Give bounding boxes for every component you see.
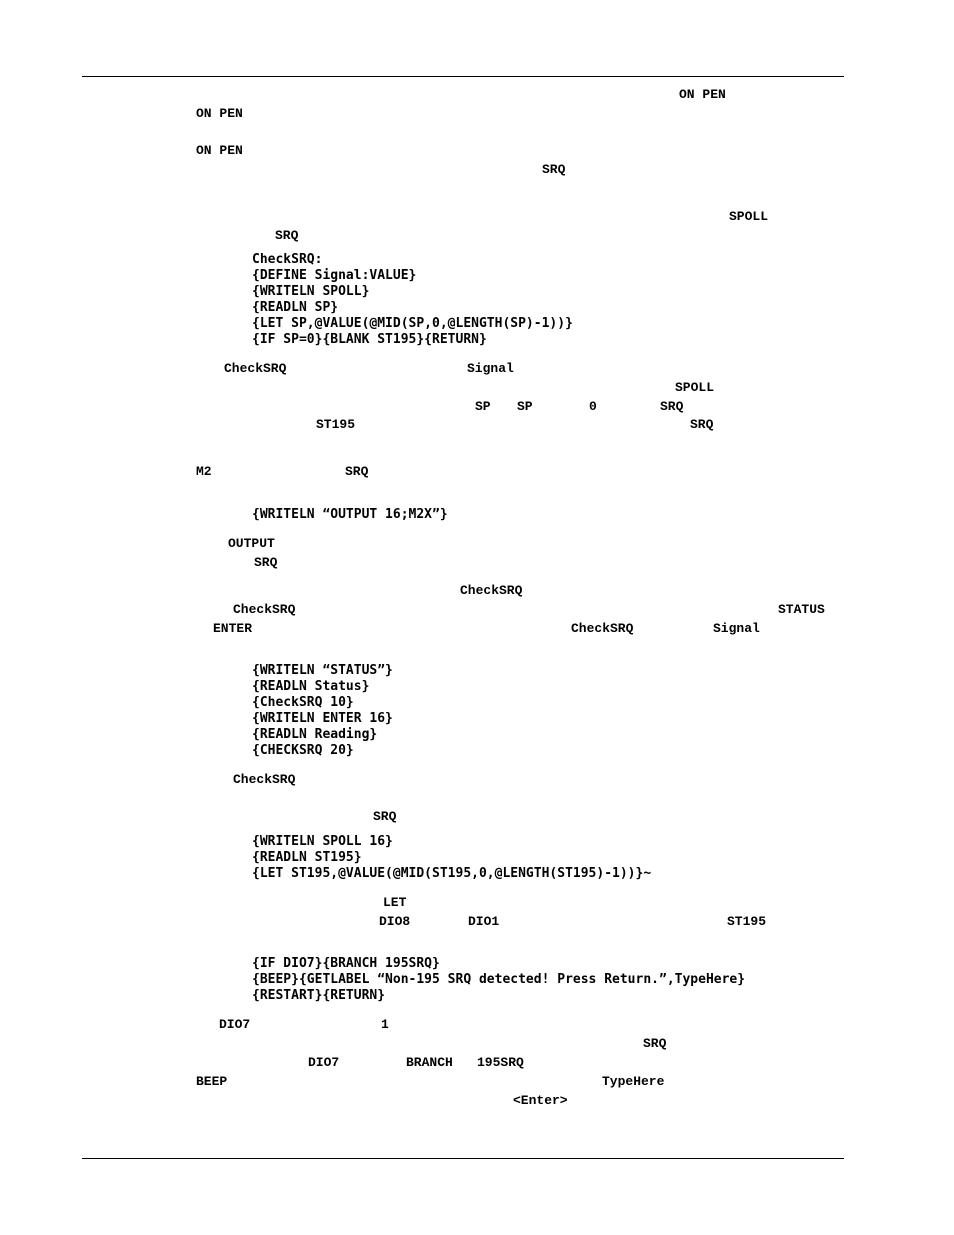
code-token: LET <box>383 895 407 910</box>
code-token: SPOLL <box>729 209 769 224</box>
code-token: DIO7 <box>308 1055 340 1070</box>
code-token: ON PEN <box>196 106 243 121</box>
code-token: <Enter> <box>513 1093 568 1108</box>
code-token: ON PEN <box>679 87 726 102</box>
code-token: SPOLL <box>675 380 715 395</box>
code-token: SRQ <box>373 809 397 824</box>
code-block-spoll-st195: {WRITELN SPOLL 16} {READLN ST195} {LET ST195,@VALUE(@MID(ST195,0,@LENGTH(ST195)-1))}~ <box>252 834 652 881</box>
code-token: CheckSRQ <box>233 772 296 787</box>
code-token: Signal <box>467 361 514 376</box>
code-token: CheckSRQ <box>224 361 287 376</box>
code-token: 0 <box>589 399 597 414</box>
code-token: ON PEN <box>196 143 243 158</box>
code-token: SRQ <box>542 162 566 177</box>
code-token: CheckSRQ <box>460 583 523 598</box>
code-token: 1 <box>381 1017 389 1032</box>
code-token: SRQ <box>690 417 714 432</box>
code-token: CheckSRQ <box>571 621 634 636</box>
code-token: SP <box>517 399 533 414</box>
footer-rule <box>82 1158 844 1159</box>
code-token: OUTPUT <box>228 536 275 551</box>
code-token: SRQ <box>275 228 299 243</box>
code-token: BEEP <box>196 1074 228 1089</box>
code-token: ST195 <box>727 914 767 929</box>
code-token: SRQ <box>345 464 369 479</box>
header-rule <box>82 76 844 77</box>
code-token: SP <box>475 399 491 414</box>
code-token: M2 <box>196 464 212 479</box>
code-token: Signal <box>713 621 760 636</box>
code-token: 195SRQ <box>477 1055 524 1070</box>
code-token: ENTER <box>213 621 253 636</box>
code-block-status-reading: {WRITELN “STATUS”} {READLN Status} {CheckSRQ 10} {WRITELN ENTER 16} {READLN Reading} {CHECKSRQ 20} <box>252 663 393 758</box>
code-block-dio7-branch: {IF DIO7}{BRANCH 195SRQ} {BEEP}{GETLABEL “Non-195 SRQ detected! Press Return.”,TypeHere} {RESTART}{RETURN} <box>252 956 746 1003</box>
code-token: SRQ <box>643 1036 667 1051</box>
code-token: DIO7 <box>219 1017 251 1032</box>
code-token: STATUS <box>778 602 825 617</box>
code-token: ST195 <box>316 417 356 432</box>
code-token: CheckSRQ <box>233 602 296 617</box>
code-token: DIO8 <box>379 914 411 929</box>
code-block-writeln-output: {WRITELN “OUTPUT 16;M2X”} <box>252 507 448 522</box>
code-block-checksrq: CheckSRQ: {DEFINE Signal:VALUE} {WRITELN SPOLL} {READLN SP} {LET SP,@VALUE(@MID(SP,0,@LENGTH(SP)-1))} {IF SP=0}{BLANK ST195}{RETURN} <box>252 252 573 347</box>
code-token: SRQ <box>660 399 684 414</box>
code-token: SRQ <box>254 555 278 570</box>
code-token: DIO1 <box>468 914 500 929</box>
code-token: BRANCH <box>406 1055 453 1070</box>
code-token: TypeHere <box>602 1074 665 1089</box>
